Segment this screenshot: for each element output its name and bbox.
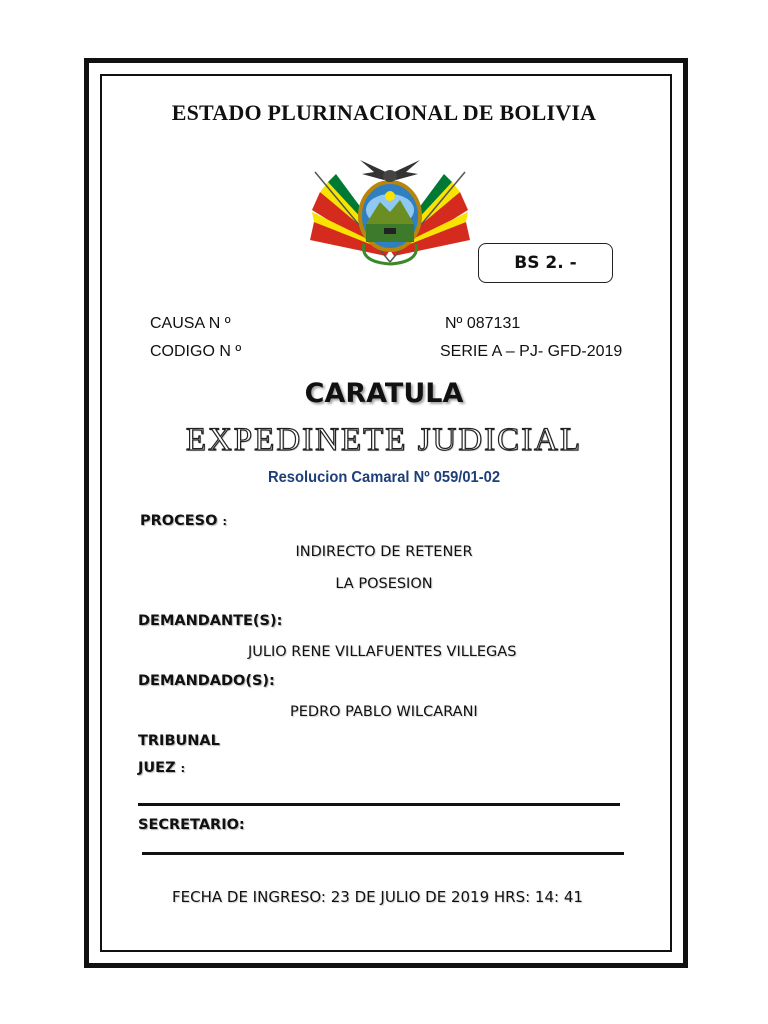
- bolivia-coat-of-arms-icon: [300, 152, 480, 272]
- codigo-value: SERIE A – PJ- GFD-2019: [440, 343, 623, 360]
- proceso-value-line2: LA POSESION: [335, 576, 433, 592]
- proceso-label: [140, 513, 227, 529]
- resolution-number: Resolucion Camaral Nº 059/01-02: [267, 469, 501, 486]
- secretario-label: SECRETARIO:: [138, 817, 245, 833]
- causa-value: Nº 087131: [445, 315, 521, 332]
- juez-label: [138, 760, 185, 776]
- demandado-value: PEDRO PABLO WILCARANI: [290, 704, 478, 720]
- secretario-signature-line: [142, 852, 624, 855]
- demandante-value: JULIO RENE VILLAFUENTES VILLEGAS: [248, 644, 517, 660]
- state-title: ESTADO PLURINACIONAL DE BOLIVIA: [171, 100, 597, 125]
- juez-label-text: JUEZ: [138, 760, 176, 776]
- tribunal-label: TRIBUNAL: [138, 733, 220, 749]
- codigo-label: CODIGO N º: [150, 343, 242, 360]
- juez-signature-line: [138, 803, 620, 806]
- case-badge: BS 2. -: [478, 243, 613, 283]
- proceso-colon: :: [222, 515, 227, 528]
- juez-colon: :: [180, 762, 186, 775]
- cover-title: CARATULA: [304, 378, 464, 409]
- demandante-label: DEMANDANTE(S):: [138, 613, 283, 629]
- cover-subtitle: EXPEDINETE JUDICIAL: [185, 422, 583, 458]
- proceso-value-line1: INDIRECTO DE RETENER: [295, 544, 473, 560]
- fecha-ingreso: FECHA DE INGRESO: 23 DE JULIO DE 2019 HRS: 14: 41: [172, 888, 583, 906]
- proceso-label-text: PROCESO: [140, 513, 218, 529]
- causa-label: CAUSA N º: [150, 315, 231, 332]
- demandado-label: DEMANDADO(S):: [138, 673, 275, 689]
